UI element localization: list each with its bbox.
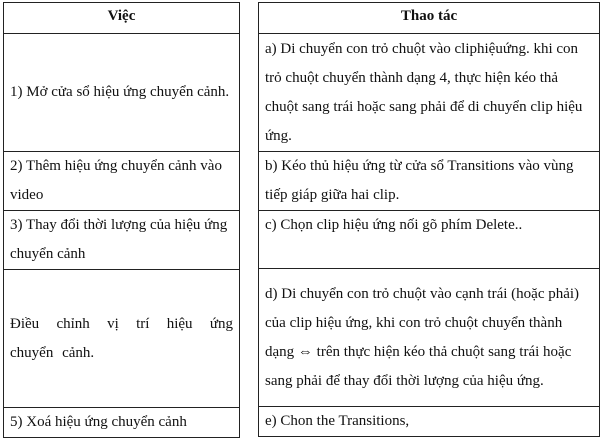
table-row — [259, 34, 600, 152]
action-text-e: e) Chon the Transitions, — [265, 413, 410, 429]
task-cell-3 — [4, 211, 240, 270]
action-cell-b — [259, 152, 600, 211]
table-row — [4, 34, 240, 152]
table-row — [259, 269, 600, 407]
action-text-b: b) Kéo thủ hiệu ứng từ cửa sổ Transitions vào vùng tiếp giáp giữa hai clip. — [265, 158, 574, 203]
table-row — [259, 211, 600, 269]
action-cell-a — [259, 34, 600, 152]
action-cell-d — [259, 269, 600, 407]
action-text-d: d) Di chuyển con trỏ chuột vào cạnh trái (hoặc phải) của clip hiệu ứng, khi con trỏ chuột chuyển thành dạng ⇔ trên thực hiện kéo thả chuột sang trái hoặc sang phải để thay đổi thời lượng của hiệu ứng. — [265, 285, 580, 389]
action-text-a: a) Di chuyển con trỏ chuột vào cliphiệuứng. khi con trỏ chuột chuyển thành dạng 4, thực hiện kéo thả chuột sang trái hoặc sang phải để di chuyển clip hiệu ứng. — [265, 40, 583, 144]
table-header-row — [259, 3, 600, 34]
table-row — [259, 152, 600, 211]
task-cell-4 — [4, 270, 240, 408]
task-text-4: Điều chỉnh vị trí hiệu ứng chuyển cảnh. — [10, 315, 233, 361]
table-row — [4, 408, 240, 438]
action-table — [258, 2, 600, 437]
task-text-5: 5) Xoá hiệu ứng chuyển cảnh — [10, 414, 187, 430]
table-row — [259, 407, 600, 437]
action-cell-c — [259, 211, 600, 269]
action-column-header: Thao tác — [259, 3, 600, 34]
table-header-row — [4, 3, 240, 34]
task-text-2: 2) Thêm hiệu ứng chuyển cảnh vào video — [10, 158, 222, 203]
table-row — [4, 152, 240, 211]
action-cell-e — [259, 407, 600, 437]
task-text-1: 1) Mở cửa sổ hiệu ứng chuyển cảnh. — [10, 84, 230, 100]
task-cell-5 — [4, 408, 240, 438]
table-row — [4, 211, 240, 270]
task-cell-2 — [4, 152, 240, 211]
task-table — [3, 2, 240, 438]
task-cell-1 — [4, 34, 240, 152]
table-row — [4, 270, 240, 408]
task-column-header: Việc — [4, 3, 240, 34]
task-text-3: 3) Thay đổi thời lượng của hiệu ứng chuyển cảnh — [10, 217, 228, 262]
action-text-c: c) Chọn clip hiệu ứng nối gõ phím Delete.. — [265, 217, 523, 233]
